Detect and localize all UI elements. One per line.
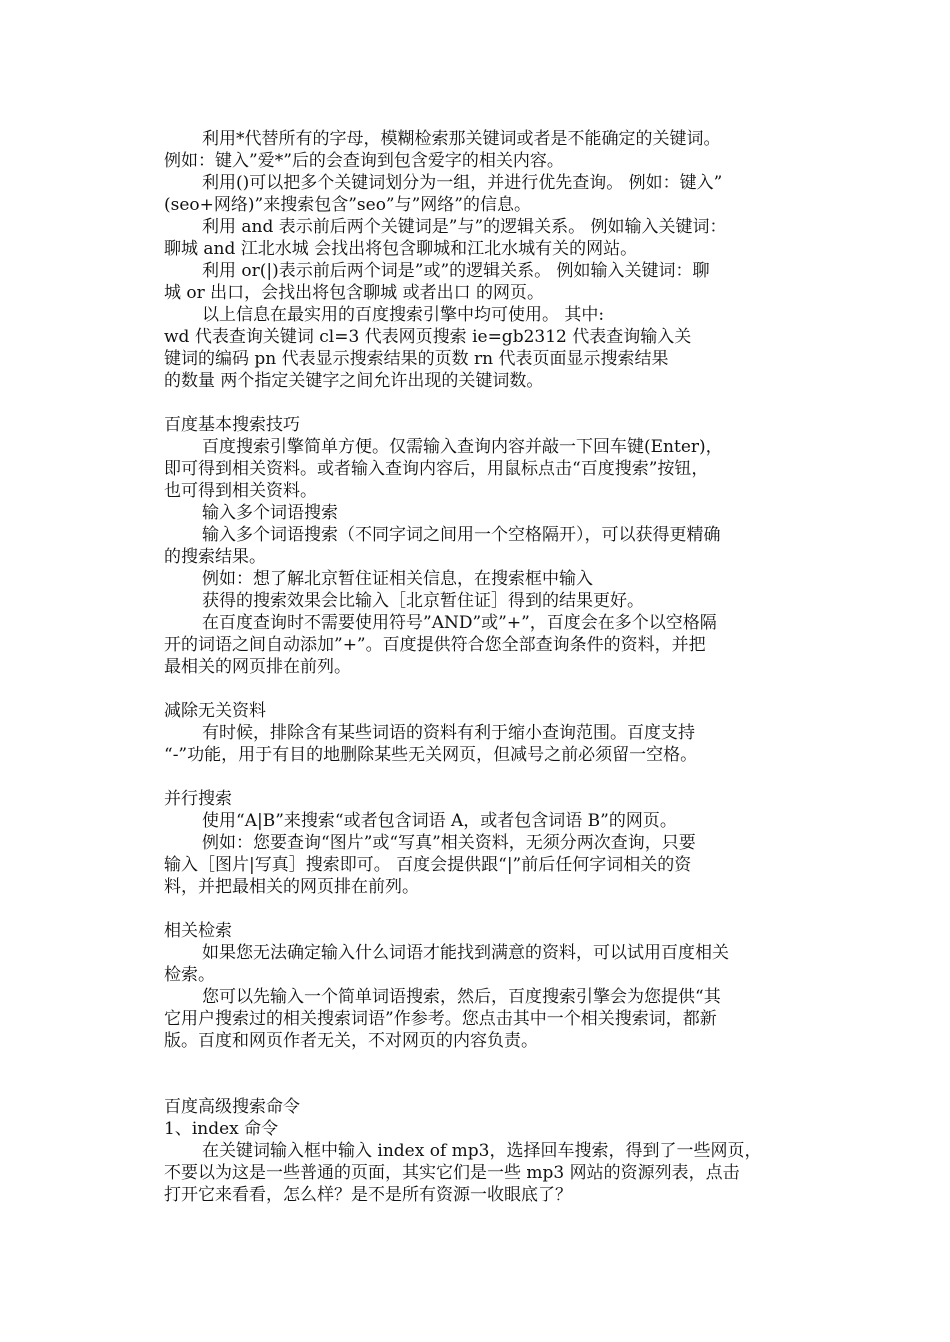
paragraph-line: 利用 or(|)表示前后两个词是”或”的逻辑关系。 例如输入关键词：聊 bbox=[202, 261, 710, 281]
paragraph-line: 版。百度和网页作者无关，不对网页的内容负责。 bbox=[164, 1031, 538, 1051]
paragraph-line: 利用()可以把多个关键词划分为一组，并进行优先查询。 例如：键入” bbox=[202, 173, 723, 193]
section-heading: 并行搜索 bbox=[164, 789, 232, 809]
paragraph-line: 1、index 命令 bbox=[164, 1119, 279, 1139]
paragraph-line: 如果您无法确定输入什么词语才能找到满意的资料，可以试用百度相关 bbox=[202, 943, 729, 963]
paragraph-line: 聊城 and 江北水城 会找出将包含聊城和江北水城有关的网站。 bbox=[164, 239, 638, 259]
section-heading: 百度高级搜索命令 bbox=[164, 1097, 300, 1117]
paragraph-line: 打开它来看看，怎么样？是不是所有资源一收眼底了？ bbox=[164, 1185, 572, 1205]
paragraph-line: (seo+网络)”来搜索包含”seo”与”网络”的信息。 bbox=[164, 195, 532, 215]
paragraph-line: 键词的编码 pn 代表显示搜索结果的页数 rn 代表页面显示搜索结果 bbox=[164, 349, 669, 369]
section-related-search bbox=[164, 920, 794, 1052]
document-page bbox=[164, 128, 794, 1206]
paragraph-line: 料，并把最相关的网页排在前列。 bbox=[164, 877, 419, 897]
section-heading: 百度基本搜索技巧 bbox=[164, 415, 300, 435]
section-parallel-search bbox=[164, 788, 794, 898]
paragraph-line: 城 or 出口，会找出将包含聊城 或者出口 的网页。 bbox=[164, 283, 544, 303]
paragraph-line: 也可得到相关资料。 bbox=[164, 481, 317, 501]
paragraph-line: 例如：您要查询“图片”或“写真”相关资料，无须分两次查询，只要 bbox=[202, 833, 696, 853]
section-intro bbox=[164, 128, 794, 392]
paragraph-line: 以上信息在最实用的百度搜索引擎中均可使用。 其中: bbox=[202, 305, 605, 325]
paragraph-line: 输入多个词语搜索 bbox=[202, 503, 338, 523]
paragraph-line: 的数量 两个指定关键字之间允许出现的关键词数。 bbox=[164, 371, 544, 391]
paragraph-line: 在关键词输入框中输入 index of mp3，选择回车搜索，得到了一些网页， bbox=[202, 1141, 762, 1161]
paragraph-line: 利用*代替所有的字母，模糊检索那关键词或者是不能确定的关键词。 bbox=[202, 129, 721, 149]
section-heading: 减除无关资料 bbox=[164, 701, 266, 721]
paragraph-line: “-”功能，用于有目的地删除某些无关网页，但减号之前必须留一空格。 bbox=[164, 745, 698, 765]
paragraph-line: 使用“A|B”来搜索“或者包含词语 A，或者包含词语 B”的网页。 bbox=[202, 811, 677, 831]
section-heading: 相关检索 bbox=[164, 921, 232, 941]
paragraph-line: wd 代表查询关键词 cl=3 代表网页搜索 ie=gb2312 代表查询输入关 bbox=[164, 327, 692, 347]
paragraph-line: 检索。 bbox=[164, 965, 215, 985]
section-advanced-commands bbox=[164, 1096, 794, 1206]
paragraph-line: 百度搜索引擎简单方便。仅需输入查询内容并敲一下回车键(Enter)， bbox=[202, 437, 723, 457]
paragraph-line: 例如：想了解北京暂住证相关信息，在搜索框中输入 bbox=[202, 569, 593, 589]
section-remove-irrelevant bbox=[164, 700, 794, 766]
paragraph-line: 例如：键入”爱*”后的会查询到包含爱字的相关内容。 bbox=[164, 151, 564, 171]
paragraph-line: 有时候，排除含有某些词语的资料有利于缩小查询范围。百度支持 bbox=[202, 723, 695, 743]
paragraph-line: 最相关的网页排在前列。 bbox=[164, 657, 351, 677]
paragraph-line: 您可以先输入一个简单词语搜索，然后，百度搜索引擎会为您提供“其 bbox=[202, 987, 721, 1007]
paragraph-line: 获得的搜索效果会比输入［北京暂住证］得到的结果更好。 bbox=[202, 591, 644, 611]
paragraph-line: 不要以为这是一些普通的页面，其实它们是一些 mp3 网站的资源列表，点击 bbox=[164, 1163, 740, 1183]
paragraph-line: 在百度查询时不需要使用符号”AND”或”+”，百度会在多个以空格隔 bbox=[202, 613, 717, 633]
paragraph-line: 即可得到相关资料。或者输入查询内容后，用鼠标点击“百度搜索”按钮， bbox=[164, 459, 709, 479]
paragraph-line: 开的词语之间自动添加”+”。百度提供符合您全部查询条件的资料，并把 bbox=[164, 635, 706, 655]
paragraph-line: 利用 and 表示前后两个关键词是”与”的逻辑关系。 例如输入关键词： bbox=[202, 217, 727, 237]
paragraph-line: 输入［图片|写真］搜索即可。 百度会提供跟“|”前后任何字词相关的资 bbox=[164, 855, 692, 875]
section-basic-search-tips bbox=[164, 414, 794, 678]
paragraph-line: 它用户搜索过的相关搜索词语”作参考。您点击其中一个相关搜索词，都新 bbox=[164, 1009, 717, 1029]
paragraph-line: 输入多个词语搜索（不同字词之间用一个空格隔开），可以获得更精确 bbox=[202, 525, 721, 545]
paragraph-line: 的搜索结果。 bbox=[164, 547, 266, 567]
